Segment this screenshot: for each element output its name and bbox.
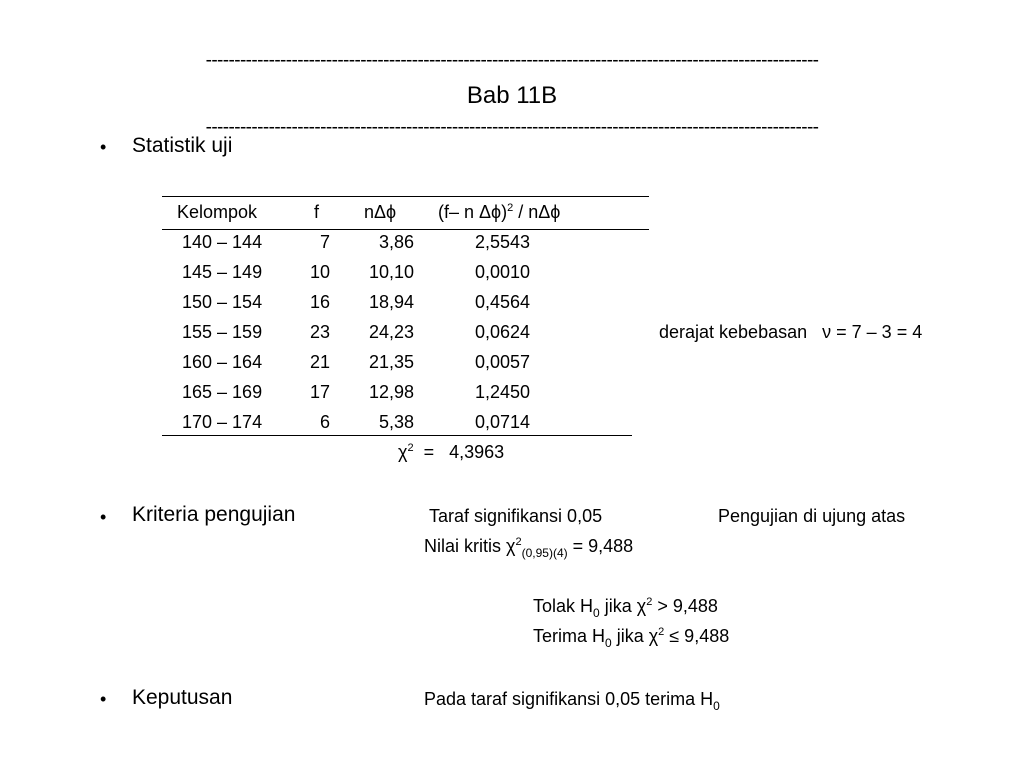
cell-kelompok: 150 – 154 xyxy=(182,292,263,312)
cell-value: 0,0010 xyxy=(474,262,530,282)
cell-value: 0,0057 xyxy=(474,352,530,372)
cell-kelompok: 140 – 144 xyxy=(182,232,263,252)
pengujian-ujung-atas: Pengujian di ujung atas xyxy=(718,506,906,526)
header-expr: (f– n Δϕ)$^2$ / nΔϕ xyxy=(438,202,561,222)
slide-title: Bab 11B xyxy=(466,82,558,109)
cell-kelompok: 155 – 159 xyxy=(182,322,263,342)
statistik-uji-label: Statistik uji xyxy=(132,134,233,157)
header-ndphi: nΔϕ xyxy=(364,202,397,222)
table-bottom-rule xyxy=(162,435,632,436)
terima-h0: Terima $H_0$ jika $\chi^2 \le 9,488$ xyxy=(533,626,730,650)
bullet-kriteria: • xyxy=(100,507,107,527)
kriteria-label: Kriteria pengujian xyxy=(132,503,296,526)
header-dashes-top: ----------------------------------------------------------------------------------------------------------- xyxy=(205,50,819,71)
cell-kelompok: 160 – 164 xyxy=(182,352,263,372)
cell-f: 16 xyxy=(309,292,330,312)
cell-ndphi: 5,38 xyxy=(378,412,414,432)
degrees-of-freedom: derajat kebebasan ν = 7 – 3 = 4 xyxy=(659,322,923,342)
cell-f: 21 xyxy=(309,352,330,372)
nilai-kritis: Nilai kritis $\chi^2_{(0,95)(4)} = 9,488$ xyxy=(424,536,634,560)
cell-value: 0,4564 xyxy=(474,292,530,312)
cell-value: 0,0624 xyxy=(474,322,530,342)
bullet-statistik: • xyxy=(100,137,107,157)
cell-f: 10 xyxy=(309,262,330,282)
header-kelompok: Kelompok xyxy=(177,202,258,222)
tolak-h0: Tolak $H_0$ jika $\chi^2 > 9,488$ xyxy=(533,596,718,620)
cell-ndphi: 24,23 xyxy=(368,322,414,342)
cell-kelompok: 170 – 174 xyxy=(182,412,263,432)
cell-ndphi: 18,94 xyxy=(368,292,414,312)
table-header-rule xyxy=(162,229,649,230)
cell-f: 17 xyxy=(309,382,330,402)
cell-ndphi: 12,98 xyxy=(368,382,414,402)
cell-value: 1,2450 xyxy=(474,382,530,402)
cell-f: 7 xyxy=(319,232,330,252)
table-top-rule xyxy=(162,196,649,197)
keputusan-decision: Pada taraf signifikansi 0,05 terima $H_0$ xyxy=(424,689,720,713)
cell-value: 0,0714 xyxy=(474,412,530,432)
cell-ndphi: 3,86 xyxy=(378,232,414,252)
cell-value: 2,5543 xyxy=(474,232,530,252)
cell-ndphi: 21,35 xyxy=(368,352,414,372)
header-dashes-bottom: ----------------------------------------------------------------------------------------------------------- xyxy=(205,117,819,138)
taraf-signifikansi: Taraf signifikansi 0,05 xyxy=(429,506,603,526)
cell-kelompok: 145 – 149 xyxy=(182,262,263,282)
header-f: f xyxy=(314,202,320,222)
cell-f: 6 xyxy=(319,412,330,432)
bullet-keputusan: • xyxy=(100,689,107,709)
cell-f: 23 xyxy=(309,322,330,342)
chi-square-total: $\chi^2$ = 4,3963 xyxy=(398,442,505,462)
cell-ndphi: 10,10 xyxy=(368,262,414,282)
cell-kelompok: 165 – 169 xyxy=(182,382,263,402)
keputusan-label: Keputusan xyxy=(132,686,233,709)
